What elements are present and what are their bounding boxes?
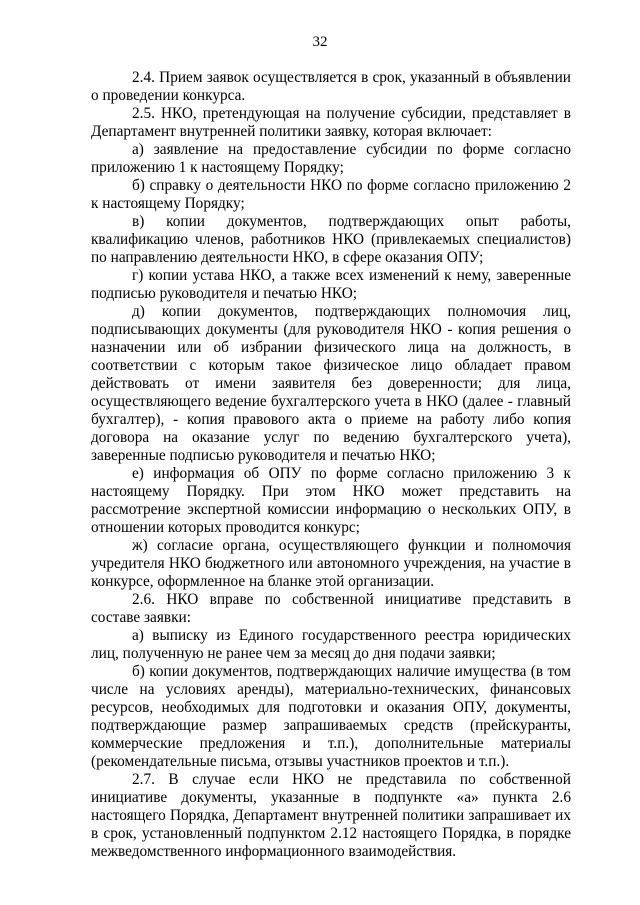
paragraph-2-5-zh: ж) согласие органа, осуществляющего функции и полномочия учредителя НКО бюджетного или автономного учреждения, на участие в конкурсе, оформленное на бланке этой организации. xyxy=(91,537,571,590)
paragraph-2-5-e: е) информация об ОПУ по форме согласно приложению 3 к настоящему Порядку. При этом НКО может представить на рассмотрение экспертной комиссии информацию о нескольких ОПУ, в отношении которых проводится конкурс; xyxy=(91,465,571,536)
paragraph-2-5-d: д) копии документов, подтверждающих полномочия лиц, подписывающих документы (для руководителя НКО - копия решения о назначении или об избрании физического лица на должность, в соответствии с которым такое физическое лицо обладает правом действовать от имени заявителя без доверенности; для лица, осуществляющего ведение бухгалтерского учета в НКО (далее - главный бухгалтер), - копия правового акта о приеме на работу либо копия договора на оказание услуг по ведению бухгалтерского учета), заверенные подписью руководителя и печатью НКО; xyxy=(91,303,571,464)
paragraph-2-5-v: в) копии документов, подтверждающих опыт работы, квалификацию членов, работников НКО (привлекаемых специалистов) по направлению деятельности НКО, в сфере оказания ОПУ; xyxy=(91,213,571,266)
paragraph-2-5-g: г) копии устава НКО, а также всех изменений к нему, заверенные подписью руководителя и печатью НКО; xyxy=(91,267,571,302)
paragraph-2-7: 2.7. В случае если НКО не представила по собственной инициативе документы, указанные в подпункте «а» пункта 2.6 настоящего Порядка, Департамент внутренней политики запрашивает их в срок, установленный подпунктом 2.12 настоящего Порядка, в порядке межведомственного информационного взаимодействия. xyxy=(91,771,571,860)
paragraph-2-4: 2.4. Прием заявок осуществляется в срок, указанный в объявлении о проведении конкурса. xyxy=(91,69,571,104)
paragraph-2-5-a: а) заявление на предоставление субсидии по форме согласно приложению 1 к настоящему Порядку; xyxy=(91,141,571,176)
paragraph-2-5-b: б) справку о деятельности НКО по форме согласно приложению 2 к настоящему Порядку; xyxy=(91,177,571,212)
page-number: 32 xyxy=(312,34,328,50)
paragraph-2-6: 2.6. НКО вправе по собственной инициативе представить в составе заявки: xyxy=(91,591,571,626)
paragraph-2-5: 2.5. НКО, претендующая на получение субсидии, представляет в Департамент внутренней политики заявку, которая включает: xyxy=(91,105,571,140)
paragraph-2-6-a: а) выписку из Единого государственного реестра юридических лиц, полученную не ранее чем за месяц до дня подачи заявки; xyxy=(91,627,571,662)
document-body xyxy=(91,69,571,861)
paragraph-2-6-b: б) копии документов, подтверждающих наличие имущества (в том числе на условиях аренды), материально-технических, финансовых ресурсов, необходимых для подготовки и оказания ОПУ, документы, подтверждающие размер запрашиваемых средств (прейскуранты, коммерческие предложения и т.п.), дополнительные материалы (рекомендательные письма, отзывы участников проектов и т.п.). xyxy=(91,663,571,770)
